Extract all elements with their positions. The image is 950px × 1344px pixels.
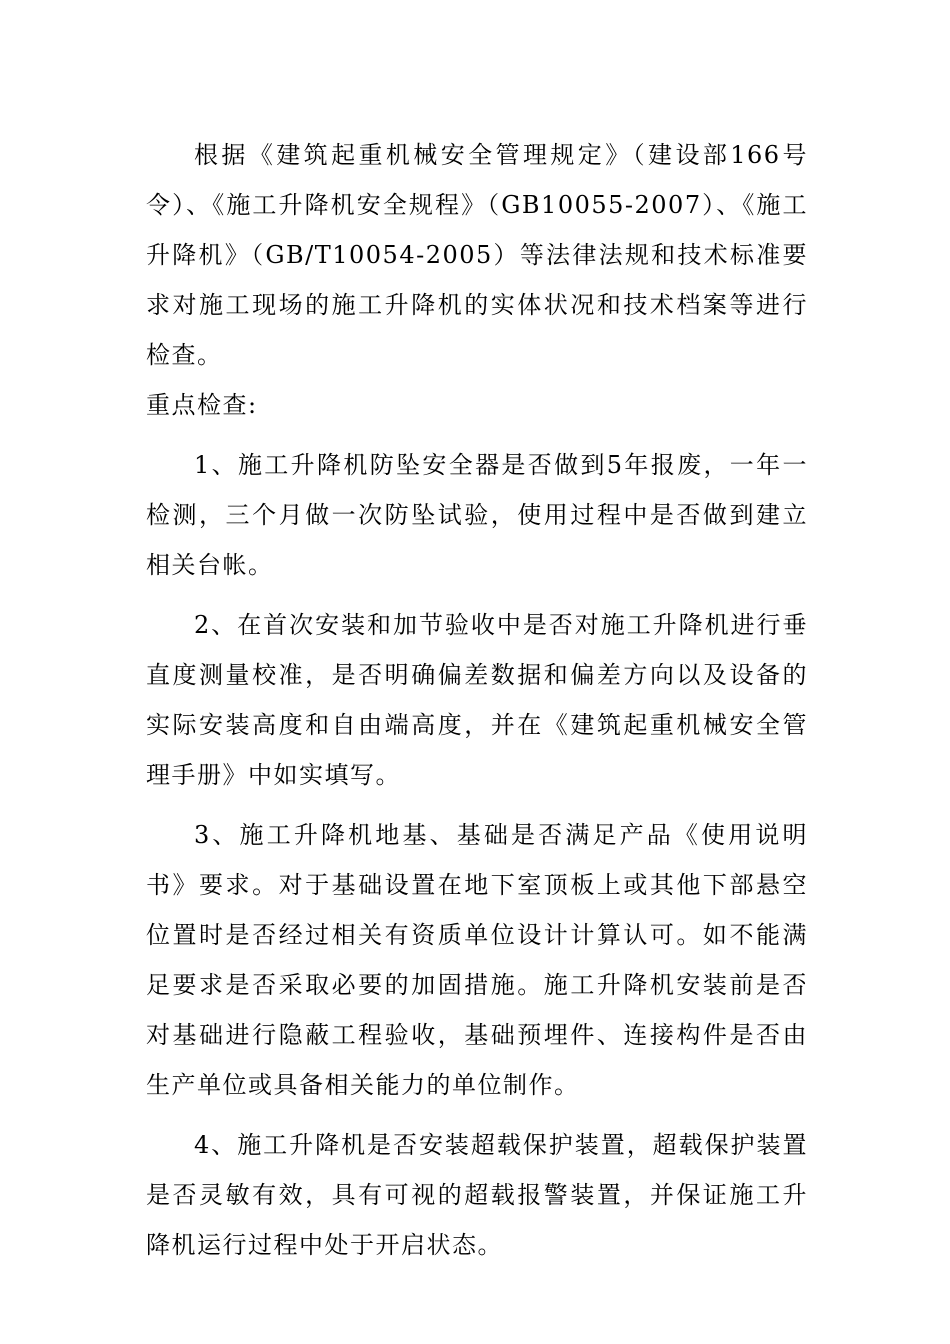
check-item-3: 3、施工升降机地基、基础是否满足产品《使用说明书》要求。对于基础设置在地下室顶板上或其他下部悬空位置时是否经过相关有资质单位设计计算认可。如不能满足要求是否采取必要的加固措施。施工升降机安装前是否对基础进行隐蔽工程验收，基础预埋件、连接构件是否由生产单位或具备相关能力的单位制作。 [146,821,808,1099]
check-item-1: 1、施工升降机防坠安全器是否做到5年报废，一年一检测，三个月做一次防坠试验，使用过程中是否做到建立相关台帐。 [146,451,808,579]
key-checks-heading: 重点检查: [146,391,258,419]
check-item-4: 4、施工升降机是否安装超载保护装置，超载保护装置是否灵敏有效，具有可视的超载报警装置，并保证施工升降机运行过程中处于开启状态。 [146,1131,808,1259]
document-body [146,130,808,1270]
check-item-2: 2、在首次安装和加节验收中是否对施工升降机进行垂直度测量校准，是否明确偏差数据和偏差方向以及设备的实际安装高度和自由端高度，并在《建筑起重机械安全管理手册》中如实填写。 [146,611,808,789]
intro-paragraph: 根据《建筑起重机械安全管理规定》（建设部166号令）、《施工升降机安全规程》（GB10055-2007）、《施工升降机》（GB/T10054-2005）等法律法规和技术标准要求对施工现场的施工升降机的实体状况和技术档案等进行检查。 [146,141,808,369]
